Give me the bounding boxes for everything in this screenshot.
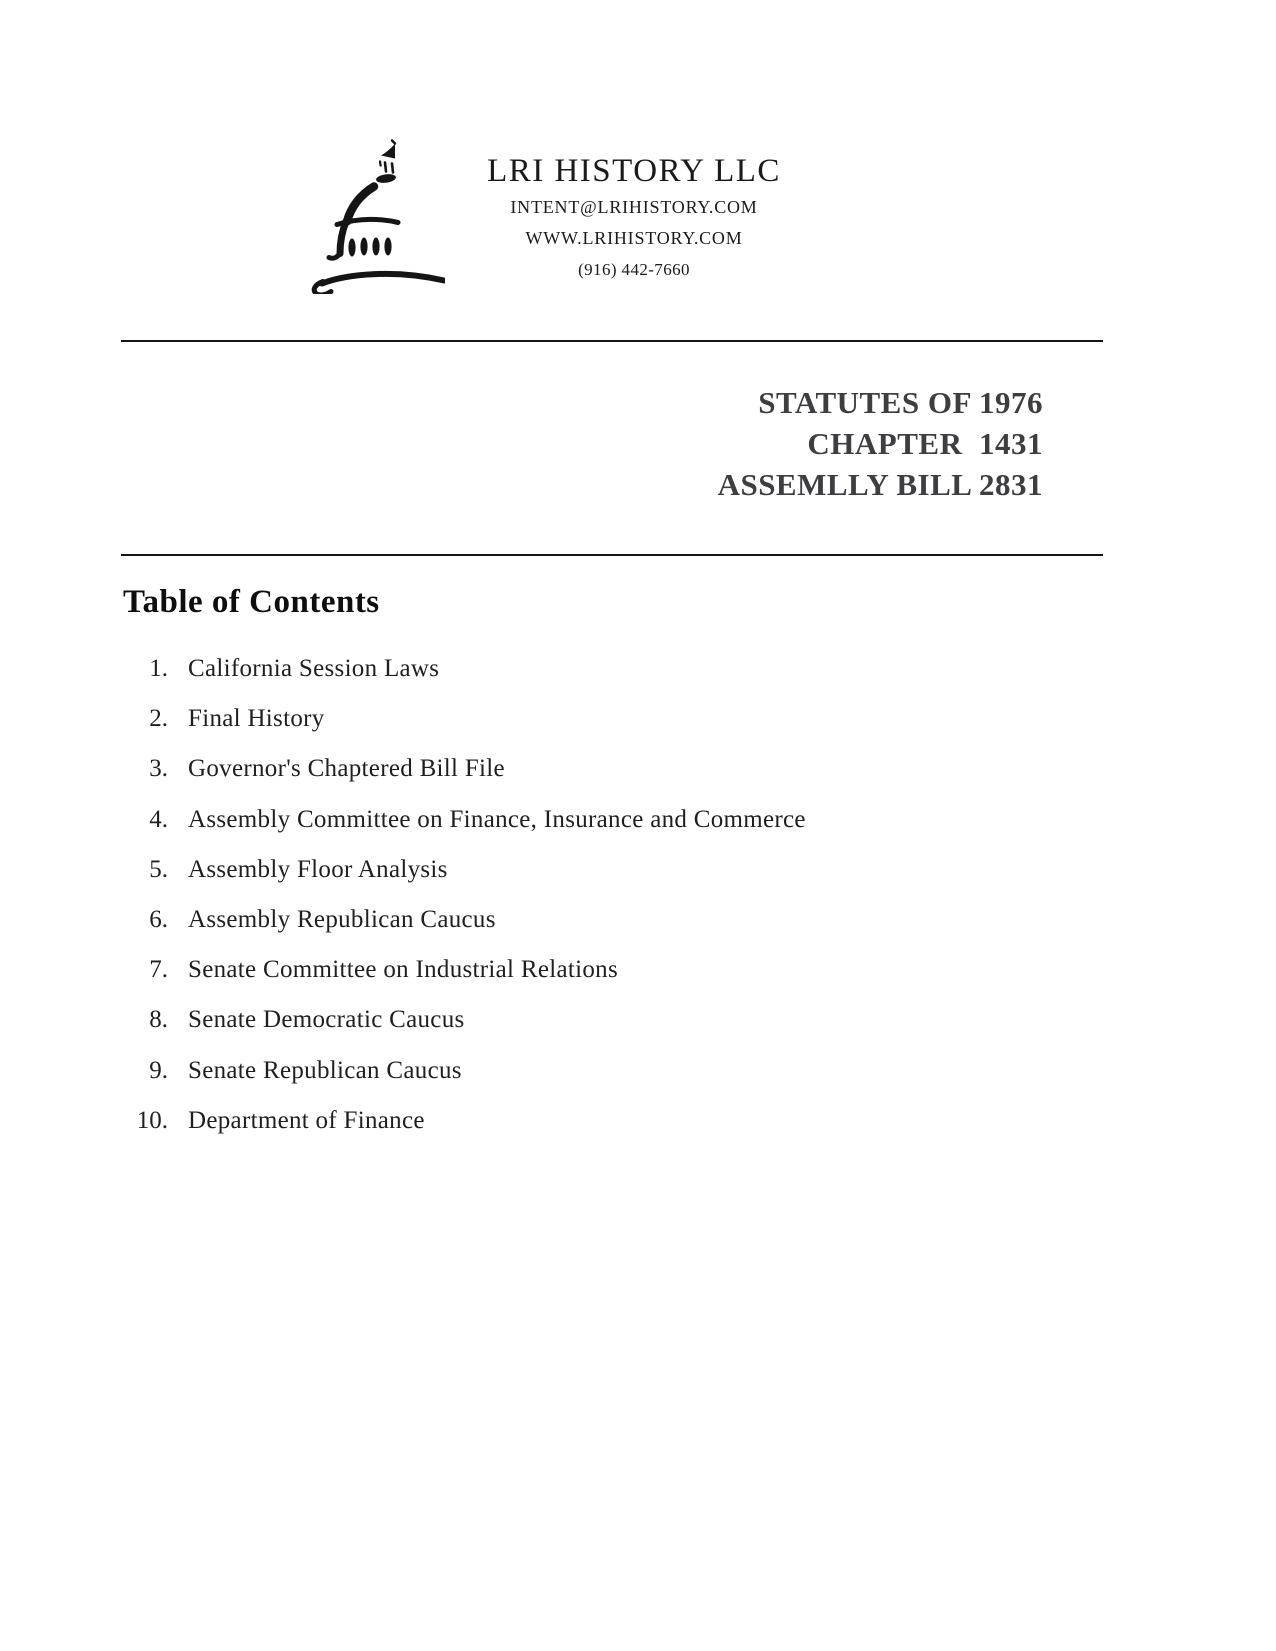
- toc-title: Table of Contents: [123, 584, 380, 620]
- toc-item-label: Final History: [188, 705, 325, 733]
- toc-item-label: Assembly Republican Caucus: [188, 905, 496, 933]
- toc-item-number: 3.: [149, 755, 168, 783]
- toc-item-number: 1.: [149, 655, 168, 682]
- toc-item-number: 9.: [149, 1056, 168, 1084]
- statutes-line: STATUTES OF 1976: [758, 385, 1043, 420]
- company-phone: (916) 442-7660: [578, 260, 690, 279]
- company-website: WWW.LRIHISTORY.COM: [525, 228, 743, 248]
- horizontal-rule-bottom: [121, 554, 1103, 556]
- company-name: LRI HISTORY LLC: [487, 153, 781, 189]
- toc-item-number: 4.: [149, 805, 168, 833]
- toc-list: [0, 644, 1100, 1146]
- toc-item: [0, 795, 1100, 845]
- toc-item: [0, 945, 1100, 995]
- toc-item: [0, 694, 1100, 744]
- toc-item: [0, 744, 1100, 794]
- toc-item: [0, 895, 1100, 945]
- toc-item: [0, 1096, 1100, 1146]
- toc-item-label: Governor's Chaptered Bill File: [188, 755, 505, 783]
- toc-item-number: 10.: [136, 1106, 168, 1134]
- toc-item-label: Department of Finance: [188, 1106, 425, 1134]
- toc-item-number: 2.: [149, 705, 168, 733]
- toc-item: [0, 995, 1100, 1045]
- letterhead: [434, 150, 834, 285]
- toc-item-number: 6.: [149, 905, 168, 933]
- toc-item: [0, 845, 1100, 895]
- toc-item: [0, 644, 1100, 694]
- toc-item-label: Senate Republican Caucus: [188, 1056, 462, 1084]
- horizontal-rule-top: [121, 340, 1103, 342]
- toc-item-label: Senate Democratic Caucus: [188, 1006, 465, 1034]
- assembly-bill-line: ASSEMLLY BILL 2831: [717, 467, 1043, 502]
- toc-item-label: Assembly Floor Analysis: [188, 855, 448, 883]
- chapter-line: CHAPTER 1431: [807, 426, 1043, 461]
- toc-item-number: 7.: [149, 956, 168, 984]
- toc-item: [0, 1046, 1100, 1096]
- toc-item-label: Senate Committee on Industrial Relations: [188, 956, 618, 984]
- toc-item-label: Assembly Committee on Finance, Insurance and Commerce: [188, 805, 806, 833]
- company-email: INTENT@LRIHISTORY.COM: [510, 197, 758, 217]
- toc-item-number: 8.: [149, 1006, 168, 1034]
- case-heading: [718, 382, 1043, 505]
- capitol-dome-logo-icon: [300, 126, 445, 294]
- toc-item-label: California Session Laws: [188, 655, 440, 682]
- toc-item-number: 5.: [149, 855, 168, 883]
